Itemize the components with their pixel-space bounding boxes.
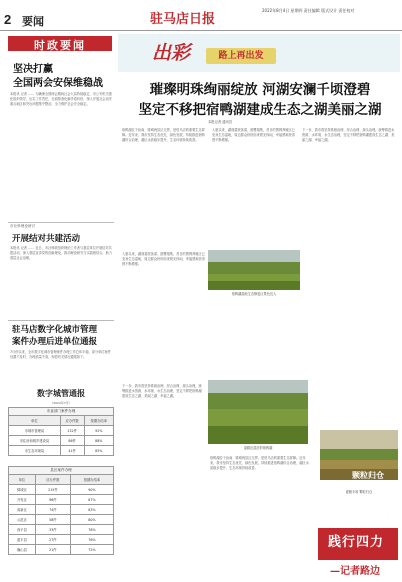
feature-body-col1c: 下一步，我市将坚持系统治理、综合治理、源头治理，统筹推进水资源、水环境、水生态治理，坚定不移把宿鸭湖建成生态之湖、美丽之湖、幸福之湖。 bbox=[122, 384, 202, 399]
table-cell: 76% bbox=[70, 535, 113, 545]
table-cell: 27件 bbox=[35, 535, 70, 545]
feature-byline: 本报记者 通讯员 bbox=[208, 120, 233, 124]
story1-headline-line1: 坚决打赢 bbox=[13, 64, 53, 75]
banner-main-title: 出彩 bbox=[152, 42, 191, 64]
feature-headline-1: 璀璨明珠绚丽绽放 河湖安澜千顷澄碧 bbox=[149, 82, 371, 98]
table-cell: 开发区 bbox=[9, 495, 36, 505]
table-cell: 132件 bbox=[60, 426, 84, 436]
story3-headline-line1: 驻马店数字化城市管理 bbox=[12, 325, 98, 335]
table-cell: 遂平县 bbox=[9, 535, 36, 545]
photo1-caption: 宿鸭湖湿地生态修复区景色宜人 bbox=[231, 292, 277, 296]
divider bbox=[8, 320, 114, 321]
data-table-box bbox=[8, 388, 114, 555]
table-cell: 高新区 bbox=[9, 505, 36, 515]
table-cell: 74件 bbox=[35, 505, 70, 515]
table-cell: 确山县 bbox=[9, 545, 36, 555]
story1-body: 本报讯 记者 …… 为确保全国两会期间社会大局持续稳定，市公安机关强化组织领导，压实工作责任，全面排查化解矛盾纠纷，深入开展社会治安重点地区和突出问题集中整治，全力维护社会安全稳定。 bbox=[10, 92, 112, 107]
table-header-row bbox=[9, 475, 114, 485]
col-header: 单位 bbox=[9, 416, 61, 426]
table-cell: 85% bbox=[84, 446, 113, 456]
header-rule bbox=[0, 30, 402, 31]
table-cell: 78% bbox=[70, 525, 113, 535]
column-logo-block bbox=[318, 528, 398, 560]
column-tag-label: 时政要闻 bbox=[34, 39, 86, 52]
masthead: 驻马店日报 bbox=[150, 12, 216, 27]
table-cell: 215件 bbox=[35, 485, 70, 495]
feature-photo-2 bbox=[208, 380, 308, 444]
table-row bbox=[9, 525, 114, 535]
feature-body-col3: 下一步，我市将坚持系统治理、综合治理、源头治理，统筹推进水资源、水环境、水生态治理，坚定不移把宿鸭湖建成生态之湖、美丽之湖、幸福之湖。 bbox=[302, 128, 395, 143]
table-cell: 83% bbox=[70, 505, 113, 515]
table-row bbox=[9, 545, 114, 555]
table-cell: 市城市管理局 bbox=[9, 426, 61, 436]
table-header-row bbox=[9, 416, 114, 426]
table-cell: 87% bbox=[70, 495, 113, 505]
banner-subtitle: 路上再出发 bbox=[206, 48, 276, 64]
side-caption: 夏粮丰收 颗粒归仓 bbox=[345, 490, 373, 494]
table-title: 数字城管通报 bbox=[37, 389, 85, 398]
table-subtitle: （2022年7月） bbox=[50, 401, 72, 405]
table-group2 bbox=[8, 474, 114, 555]
story3-body: 7月份以来，全市数字化城市管理案件办理工作总体平稳，部分单位案件处置不及时、办理质量不高，现将有关情况通报如下。 bbox=[10, 350, 111, 360]
table-cell: 86件 bbox=[60, 436, 84, 446]
col-header: 应办件数 bbox=[35, 475, 70, 485]
table-cell: 92% bbox=[84, 426, 113, 436]
feature-body-col2: 入夏以来，湖面碧波荡漾，鸥鹭翔集，昔日的围网养殖区已变身生态湿地，周边群众纷纷前来观光休闲，幸福感和获得感不断增强。 bbox=[212, 128, 295, 143]
story2-kicker: 市社科理论研讨 bbox=[10, 224, 36, 228]
table-row bbox=[9, 485, 114, 495]
feature-body-col2c: 宿鸭湖位于汝南、驿城两县区交界，是驻马店的重要生态屏障。近年来，我市坚持生态优先、绿色发展，持续推进宿鸭湖综合治理，湖区水质稳步提升，生态环境持续改善。 bbox=[210, 456, 309, 471]
table-row bbox=[9, 535, 114, 545]
table-group2-caption: 县区案件办理 bbox=[8, 466, 114, 474]
table-cell: 市生态环境局 bbox=[9, 446, 61, 456]
feature-photo-1 bbox=[208, 250, 300, 290]
table-cell: 41件 bbox=[60, 446, 84, 456]
table-row bbox=[9, 446, 114, 456]
table-cell: 西平县 bbox=[9, 525, 36, 535]
table-cell: 33件 bbox=[35, 525, 70, 535]
table-cell: 示范区 bbox=[9, 515, 36, 525]
story1-headline-line2: 全国两会安保维稳战 bbox=[13, 78, 103, 89]
side-photo-title: 颗粒归仓 bbox=[352, 470, 384, 480]
col-header: 单位 bbox=[9, 475, 36, 485]
story2-headline: 开展结对共建活动 bbox=[12, 234, 81, 244]
col-header: 应办件数 bbox=[60, 416, 84, 426]
table-cell: 21件 bbox=[35, 545, 70, 555]
section-name: 要闻 bbox=[22, 15, 44, 28]
page-number: 2 bbox=[4, 12, 20, 26]
feature-headline-2: 坚定不移把宿鸭湖建成生态之湖美丽之湖 bbox=[138, 102, 382, 118]
column-tag bbox=[8, 36, 112, 51]
column-logo-sub: —记者路边 bbox=[330, 566, 380, 577]
feature-body-col1b: 入夏以来，湖面碧波荡漾，鸥鹭翔集，昔日的围网养殖区已变身生态湿地，周边群众纷纷前来观光休闲，幸福感和获得感不断增强。 bbox=[122, 252, 205, 267]
table-row bbox=[9, 495, 114, 505]
table-row bbox=[9, 426, 114, 436]
dateline: 2022年8月4日 星期四 责任编辑 版式设计 责任校对 bbox=[262, 8, 355, 13]
table-group1 bbox=[8, 415, 114, 456]
col-header: 按期办结率 bbox=[84, 416, 113, 426]
photo2-caption: 退耕还湿后的宿鸭湖 bbox=[243, 446, 273, 450]
table-row bbox=[9, 515, 114, 525]
table-cell: 90% bbox=[70, 485, 113, 495]
divider bbox=[8, 222, 114, 223]
table-cell: 80% bbox=[70, 515, 113, 525]
table-cell: 72% bbox=[70, 545, 113, 555]
table-row bbox=[9, 505, 114, 515]
table-cell: 88% bbox=[84, 436, 113, 446]
feature-body-col1: 宿鸭湖位于汝南、驿城两县区交界，是驻马店的重要生态屏障。近年来，我市坚持生态优先、绿色发展，持续推进宿鸭湖综合治理，湖区水质稳步提升，生态环境持续改善。 bbox=[122, 128, 205, 143]
story3-headline-line2: 案件办理后进单位通报 bbox=[12, 337, 98, 347]
table-cell: 市住房和城乡建设局 bbox=[9, 436, 61, 446]
page-header bbox=[0, 0, 402, 32]
column-logo-label: 践行四力 bbox=[328, 535, 385, 550]
table-row bbox=[9, 436, 114, 446]
story2-body: 本报讯 记者 …… 近日，市社科联组织理论工作者与基层单位开展结对共建活动，深入基层宣讲党的创新理论，推动理论研究与实践相结合，助力基层社会治理。 bbox=[10, 246, 112, 261]
table-cell: 驿城区 bbox=[9, 485, 36, 495]
table-group1-caption: 市直部门案件办理 bbox=[8, 407, 114, 415]
table-cell: 58件 bbox=[35, 515, 70, 525]
table-cell: 96件 bbox=[35, 495, 70, 505]
col-header: 按期办结率 bbox=[70, 475, 113, 485]
